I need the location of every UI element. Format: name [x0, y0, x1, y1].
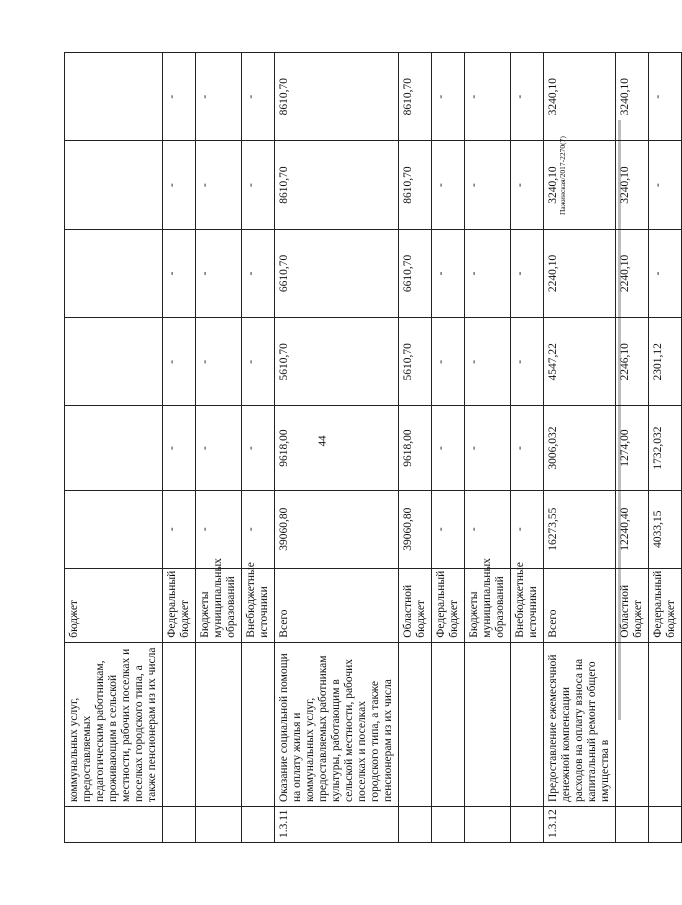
source-cell: Всего	[275, 568, 399, 642]
value-cell: -	[432, 53, 465, 141]
value-cell	[65, 141, 163, 229]
value-cell: 2240,10	[544, 229, 616, 317]
value-cell: 2301,12	[649, 318, 682, 406]
value-cell: -	[465, 406, 511, 490]
description-cell	[432, 642, 465, 806]
value-cell: 5610,70	[399, 318, 432, 406]
value-cell: -	[511, 229, 544, 317]
row-id-cell	[616, 807, 649, 843]
value-cell: 3240,10	[616, 141, 649, 229]
table-row	[196, 53, 242, 843]
row-id-cell	[465, 807, 511, 843]
document-code: Пажинская/2017-2270(7)	[558, 136, 567, 215]
value-cell: -	[242, 406, 275, 490]
table-row	[511, 53, 544, 843]
table-row	[616, 53, 649, 843]
value-cell: -	[649, 53, 682, 141]
value-cell: -	[511, 53, 544, 141]
row-id-cell: 1.3.12	[544, 807, 616, 843]
value-cell: 3240,10	[544, 53, 616, 141]
value-cell: 8610,70	[275, 141, 399, 229]
value-cell: -	[432, 141, 465, 229]
value-cell: 8610,70	[275, 53, 399, 141]
value-cell: 4033,15	[649, 490, 682, 568]
value-cell: -	[196, 229, 242, 317]
value-cell: -	[163, 490, 196, 568]
table-row	[465, 53, 511, 843]
value-cell: -	[432, 490, 465, 568]
source-cell: Всего	[544, 568, 616, 642]
value-cell: -	[649, 229, 682, 317]
row-id-cell	[511, 807, 544, 843]
source-cell: Внебюджетные источники	[242, 568, 275, 642]
source-cell: Бюджеты муниципальных образований	[465, 568, 511, 642]
source-cell: бюджет	[65, 568, 163, 642]
row-id-cell	[399, 807, 432, 843]
value-cell: 9618,00	[275, 406, 399, 490]
value-cell: 2246,10	[616, 318, 649, 406]
description-cell: Предоставление ежемесячной денежной компенсации расходов на оплату взноса на капитальный ремонт общего имущества в	[544, 642, 616, 806]
description-cell	[163, 642, 196, 806]
row-id-cell	[242, 807, 275, 843]
description-cell	[465, 642, 511, 806]
value-cell: -	[242, 318, 275, 406]
source-cell: Федеральный бюджет	[649, 568, 682, 642]
description-cell	[511, 642, 544, 806]
value-cell: 9618,00	[399, 406, 432, 490]
source-cell: Федеральный бюджет	[432, 568, 465, 642]
value-cell: -	[511, 318, 544, 406]
value-cell: 3240,10	[616, 53, 649, 141]
page-number: 44	[316, 435, 329, 447]
value-cell	[65, 490, 163, 568]
value-cell: -	[465, 318, 511, 406]
table-row	[649, 53, 682, 843]
value-cell: 1274,00	[616, 406, 649, 490]
value-cell: -	[196, 406, 242, 490]
value-cell: -	[432, 229, 465, 317]
source-cell: Внебюджетные источники	[511, 568, 544, 642]
value-cell: -	[196, 318, 242, 406]
table-row	[163, 53, 196, 843]
value-cell: 8610,70	[399, 141, 432, 229]
value-cell: 2240,10	[616, 229, 649, 317]
value-cell: -	[196, 490, 242, 568]
value-cell: -	[196, 141, 242, 229]
description-cell	[616, 642, 649, 806]
value-cell: -	[163, 53, 196, 141]
value-cell: -	[511, 406, 544, 490]
value-cell: -	[465, 229, 511, 317]
value-cell: 12240,40	[616, 490, 649, 568]
value-cell: -	[163, 406, 196, 490]
row-id-cell	[196, 807, 242, 843]
value-cell: -	[432, 406, 465, 490]
value-cell: -	[465, 53, 511, 141]
table-row	[544, 53, 616, 843]
table-row	[275, 53, 399, 843]
value-cell: 8610,70	[399, 53, 432, 141]
table-row	[432, 53, 465, 843]
row-id-cell	[65, 807, 163, 843]
description-cell: коммунальных услуг, предоставляемых педагогическим работникам, проживающим в сельской местности, рабочих поселках и поселках городского типа, а также пенсионерам из их числа	[65, 642, 163, 806]
value-cell: 3240,10	[544, 141, 616, 229]
value-cell	[65, 318, 163, 406]
table-row	[242, 53, 275, 843]
row-id-cell: 1.3.11	[275, 807, 399, 843]
source-cell: Областной бюджет	[616, 568, 649, 642]
value-cell	[65, 229, 163, 317]
value-cell: -	[649, 141, 682, 229]
value-cell: 3006,032	[544, 406, 616, 490]
value-cell: 39060,80	[399, 490, 432, 568]
value-cell: -	[196, 53, 242, 141]
row-id-cell	[163, 807, 196, 843]
value-cell: -	[163, 318, 196, 406]
value-cell: -	[432, 318, 465, 406]
value-cell	[65, 53, 163, 141]
description-cell: Оказание социальной помощи на оплату жилья и коммунальных услуг, предоставляемых работникам культуры, работающим в сельской местности, рабочих поселках и поселках городского типа, а также пенсионерам из их числа	[275, 642, 399, 806]
value-cell: -	[163, 141, 196, 229]
value-cell: -	[465, 141, 511, 229]
description-cell	[649, 642, 682, 806]
row-id-cell	[432, 807, 465, 843]
rotated-table-sheet	[64, 52, 677, 843]
value-cell: 16273,55	[544, 490, 616, 568]
value-cell: -	[163, 229, 196, 317]
value-cell: 4547,22	[544, 318, 616, 406]
table-row	[399, 53, 432, 843]
value-cell: 6610,70	[399, 229, 432, 317]
value-cell: 39060,80	[275, 490, 399, 568]
description-cell	[399, 642, 432, 806]
value-cell: 6610,70	[275, 229, 399, 317]
description-cell	[196, 642, 242, 806]
value-cell: -	[242, 490, 275, 568]
row-id-cell	[649, 807, 682, 843]
value-cell: 1732,032	[649, 406, 682, 490]
value-cell: -	[465, 490, 511, 568]
budget-table	[64, 52, 682, 843]
value-cell: -	[242, 141, 275, 229]
value-cell: -	[242, 229, 275, 317]
value-cell: -	[511, 141, 544, 229]
source-cell: Областной бюджет	[399, 568, 432, 642]
value-cell: -	[242, 53, 275, 141]
table-row	[65, 53, 163, 843]
value-cell	[65, 406, 163, 490]
value-cell: 5610,70	[275, 318, 399, 406]
source-cell: Федеральный бюджет	[163, 568, 196, 642]
value-cell: -	[511, 490, 544, 568]
source-cell: Бюджеты муниципальных образований	[196, 568, 242, 642]
description-cell	[242, 642, 275, 806]
